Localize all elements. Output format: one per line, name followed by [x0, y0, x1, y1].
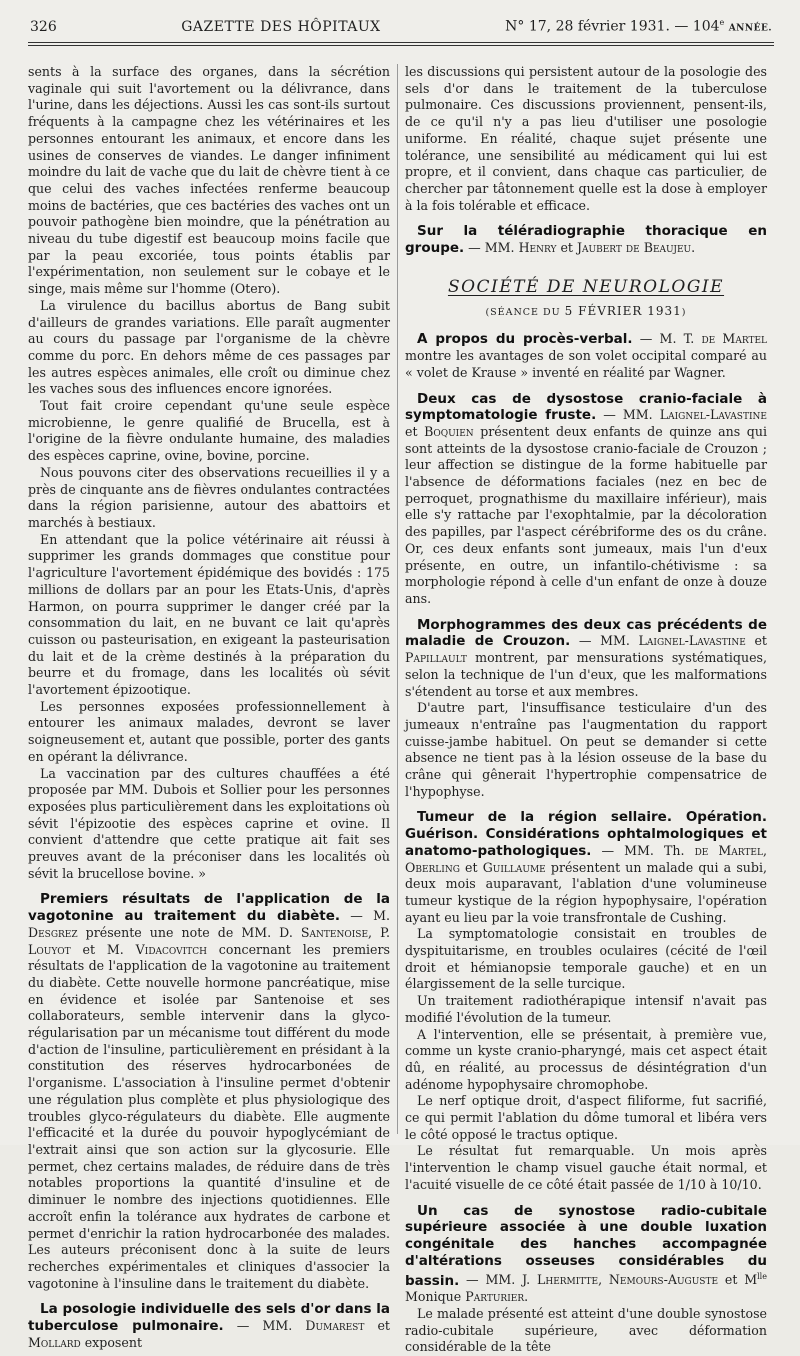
text-run: — MM.	[570, 633, 639, 649]
paragraph: La symptomatologie consistait en troubles de dyspituitarisme, en troubles oculaires (cécité de l'œil droit et hémianopsie temporale gauche) et en un élargissement de la selle turcique.	[405, 926, 767, 992]
society-heading	[405, 277, 767, 297]
article-title: A propos du procès-verbal.	[417, 331, 633, 348]
communication-synostose	[405, 1203, 767, 1306]
paragraph: Le nerf optique droit, d'aspect filiforme, fut sacrifié, ce qui permit l'ablation du dôme tumoral et libéra vers le côté opposé le tractus optique.	[405, 1093, 767, 1142]
article-title: Morphogrammes des deux cas précédents de maladie de Crouzon.	[405, 616, 767, 650]
paragraph: Les personnes exposées professionnellement à entourer les animaux malades, devront se laver soigneusement et, autant que possible, porter des gants en opérant la délivrance.	[28, 698, 390, 764]
article-title: Sur la téléradiographie thoracique en groupe.	[405, 223, 767, 257]
author-name: Mollard	[28, 1334, 81, 1350]
text-run: .	[691, 240, 696, 256]
author-name: Boquien	[424, 423, 474, 439]
issue-ordinal: e	[719, 18, 725, 27]
issue-year-tag: ANNÉE.	[728, 23, 772, 34]
author-name: de Martel	[701, 331, 767, 347]
author-name: Nemours-Auguste	[608, 1272, 719, 1288]
text-run: et M	[718, 1272, 758, 1288]
article-title: Un cas de synostose radio-cubitale supérieure associée à une double luxation congénitale des hanches accompagnée d'altérations osseuses considérables du bassin.	[405, 1202, 767, 1289]
text-run: concernant les premiers résultats de l'application de la vagotonine au traitement du diabète. Cette nouvelle hormone pancréatique, mise en évidence et isolée par Santenoise et ses collaborateurs, semble intervenir dans la glyco-régularisation par un mécanisme tout différent du mode d'action de l'insuline, particulièrement en présidant à la constitution des réserves hydrocarbonées de l'organisme. L'association à l'insuline permet d'obtenir une régulation plus complète et plus physiologique des troubles glyco-régulateurs du diabète. Elle augmente l'efficacité et la durée du pouvoir hypoglycémiant de l'extrait ainsi que son action sur la glycosurie. Elle permet, chez certains malades, de réduire dans de très notables proportions la quantité d'insuline et de diminuer le nombre des injections quotidiennes. Elle accroît enfin la tolérance aux hydrates de carbone et permet d'enrichir la ration hydrocarbonée des malades. Les auteurs préconisent donc à la suite de leurs recherches expérimentales et cliniques d'associer la vagotonine à l'insuline dans le traitement du diabète.	[28, 941, 390, 1291]
issue-date: N° 17, 28 février 1931. — 104	[505, 18, 720, 35]
paragraph: En attendant que la police vétérinaire ait réussi à supprimer les grands dommages que constitue pour l'agriculture l'avortement épidémique des bovidés : 175 millions de dollars par an pour les Etats-Unis, d'après Harmon, on pourra supprimer le danger créé par la consommation du lait, en ne buvant ce lait qu'après cuisson ou pasteurisation, en exigeant la pasteurisation du lait et de la crème destinés à la préparation du beurre et du fromage, dans les localités où sévit l'avortement épizootique.	[28, 531, 390, 698]
issue-info	[505, 18, 772, 35]
left-column	[28, 64, 397, 1350]
author-name: Dumarest	[305, 1318, 365, 1334]
author-name: Vidacovitch	[135, 941, 207, 957]
text-run: ,	[762, 842, 767, 858]
communication-tumeur-sellaire	[405, 809, 767, 926]
text-run: lle	[757, 1272, 767, 1282]
paragraph: La virulence du bacillus abortus de Bang subit d'ailleurs de grandes variations. Elle paraît augmenter au cours du passage par l'organisme de la chèvre comme du porc. En dehors même de ces passages par les autres espèces animales, elle croît ou diminue chez les vaches sous des influences encore ignorées.	[28, 297, 390, 397]
paragraph: Tout fait croire cependant qu'une seule espèce microbienne, le genre qualifié de Brucella, est à l'origine de la fièvre ondulante humaine, des maladies des espèces caprine, ovine, bovine, porcine.	[28, 398, 390, 464]
running-header	[28, 18, 774, 38]
author-name: Henry	[518, 240, 557, 256]
text-run: — MM. Th.	[591, 842, 695, 858]
paragraph: Un traitement radiothérapique intensif n'avait pas modifié l'évolution de la tumeur.	[405, 993, 767, 1025]
text-run: présente une note de MM. D.	[77, 924, 301, 940]
text-run: exposent	[80, 1334, 143, 1350]
text-run: présentent un malade qui a subi, deux mois auparavant, l'ablation d'une volumineuse tumeur kystique de la région hypophysaire, l'opération ayant eu lieu par la voie transfrontale de Cushing.	[405, 859, 767, 925]
text-run: montrent, par mensurations systématiques, selon la technique de l'un d'eux, que les malformations s'étendent au torse et aux membres.	[405, 650, 767, 699]
text-run: ,	[598, 1272, 609, 1288]
text-run: — M. T.	[632, 331, 702, 347]
article-teleradiographie	[405, 223, 767, 256]
text-run: et	[405, 423, 425, 439]
text-run: et M.	[70, 941, 136, 957]
author-name: Oberling	[405, 859, 460, 875]
page-number: 326	[30, 18, 57, 35]
communication-dysostose	[405, 391, 767, 608]
paragraph: sents à la surface des organes, dans la sécrétion vaginale qui suit l'avortement ou la délivrance, dans l'urine, dans les déjections. Aussi les cas sont-ils surtout fréquents à la campagne chez les vétérinaires et les personnes entourant les animaux, et encore dans les usines de conserves de viandes. Le danger infiniment moindre du lait de vache que du lait de chèvre tient à ce que celui des vaches infectées renferme beaucoup moins de bactéries, que ces bactéries des vaches ont un pouvoir pathogène bien moindre, que la pénétration au niveau du tube digestif est beaucoup moins facile que par la peau excoriée, tous points établis par l'expérimentation, non seulement sur le cobaye et le singe, mais même sur l'homme (Otero).	[28, 64, 390, 297]
journal-title: GAZETTE DES HÔPITAUX	[181, 18, 381, 35]
text-run: et	[459, 859, 483, 875]
author-name: Guillaume	[482, 859, 546, 875]
paragraph: A l'intervention, elle se présentait, à première vue, comme un kyste cranio-pharyngé, mais cet aspect était dû, en réalité, au processus de désintégration d'un adénome hypophysaire chromophobe.	[405, 1026, 767, 1092]
author-name: Santenoise	[300, 924, 369, 940]
text-run: .	[524, 1289, 529, 1305]
article-title: La posologie individuelle des sels d'or dans la tuberculose pulmonaire.	[28, 1301, 390, 1335]
author-name: Lhermitte	[536, 1272, 599, 1288]
article-title: Tumeur de la région sellaire. Opération. Guérison. Considérations ophtalmologiques et anatomo-pathologiques.	[405, 809, 767, 859]
paragraph: Nous pouvons citer des observations recueillies il y a près de cinquante ans de fièvres ondulantes contractées dans la région parisienne, autour des abattoirs et marchés à bestiaux.	[28, 464, 390, 530]
paragraph: les discussions qui persistent autour de la posologie des sels d'or dans le traitement de la tuberculose pulmonaire. Ces discussions proviennent, pensent-ils, de ce qu'il n'y a pas lieu d'utiliser une posologie uniforme. En réalité, chaque sujet présente une tolérance, une sensibilité au médicament qui lui est propre, et il convient, dans chaque cas particulier, de chercher par tâtonnement quelle est la dose à employer à la fois tolérable et efficace.	[405, 64, 767, 213]
text-run: Monique	[405, 1289, 466, 1305]
author-name: Laignel-Lavastine	[638, 633, 746, 649]
author-name: Jaubert de Beaujeu	[576, 240, 692, 256]
text-run: montre les avantages de son volet occipital comparé au « volet de Krause » inventé en réalité par Wagner.	[405, 348, 767, 380]
paragraph: Le malade présenté est atteint d'une double synostose radio-cubitale supérieure, avec déformation considérable de la tête	[405, 1306, 767, 1355]
session-date	[405, 303, 767, 322]
right-column	[397, 64, 767, 1355]
communication-proces-verbal	[405, 331, 767, 381]
text-run: , P.	[368, 924, 390, 940]
text-run: — MM.	[596, 407, 660, 423]
text-run: — MM.	[223, 1318, 306, 1334]
article-vagotonine	[28, 891, 390, 1292]
header-rule	[28, 42, 774, 46]
text-run: — MM. J.	[459, 1272, 537, 1288]
author-name: Parturier	[465, 1289, 525, 1305]
session-close: )	[681, 306, 687, 318]
two-column-body	[28, 64, 774, 1355]
author-name: Papillault	[405, 650, 467, 666]
text-run: et	[745, 633, 767, 649]
author-name: Laignel-Lavastine	[659, 407, 767, 423]
session-label: (SÉANCE DU	[485, 306, 565, 318]
text-run: — M.	[340, 908, 390, 924]
article-title: Premiers résultats de l'application de la vagotonine au traitement du diabète.	[28, 891, 390, 925]
paragraph: Le résultat fut remarquable. Un mois après l'intervention le champ visuel gauche était normal, et l'acuité visuelle de ce côté était passée de 1/10 à 10/10.	[405, 1143, 767, 1192]
text-run: — MM.	[464, 240, 519, 256]
author-name: de Martel	[694, 842, 763, 858]
session-day: 5 FÉVRIER 1931	[564, 303, 682, 318]
society-name: SOCIÉTÉ DE NEUROLOGIE	[447, 276, 725, 297]
paragraph: La vaccination par des cultures chauffées a été proposée par MM. Dubois et Sollier pour les personnes exposées plus particulièrement dans les exploitations où sévit l'épizootie des espèces caprine et ovine. Il convient d'attendre que cette pratique ait fait ses preuves avant de la préconiser dans les localités où sévit la brucellose bovine. »	[28, 765, 390, 881]
text-run: et	[556, 240, 577, 256]
text-run: et	[364, 1318, 390, 1334]
author-name: Louyot	[28, 941, 71, 957]
communication-morphogrammes	[405, 617, 767, 701]
article-title: Deux cas de dysostose cranio-faciale à symptomatologie fruste.	[405, 390, 767, 424]
article-sels-or	[28, 1301, 390, 1351]
paragraph: D'autre part, l'insuffisance testiculaire d'un des jumeaux n'entraîne pas l'augmentation du rapport cuisse-jambe habituel. On peut se demander si cette absence ne tient pas à la lésion osseuse de la base du crâne qui gênerait l'hypertrophie compensatrice de l'hypophyse.	[405, 700, 767, 799]
text-run: présentent deux enfants de quinze ans qui sont atteints de la dysostose cranio-faciale de Crouzon ; leur affection se distingue de la forme habituelle par l'absence de déformations faciales (nez en bec de perroquet, prognathisme du maxillaire inférieur), mais elle s'y rattache par l'exophtalmie, par la décoloration des papilles, par l'aspect cérébriforme des os du crâne. Or, ces deux enfants sont jumeaux, mais l'un d'eux présente, en outre, un infantilo-chétivisme : sa morphologie répond à celle d'un enfant de onze à douze ans.	[405, 423, 767, 606]
author-name: Desgrez	[28, 924, 78, 940]
